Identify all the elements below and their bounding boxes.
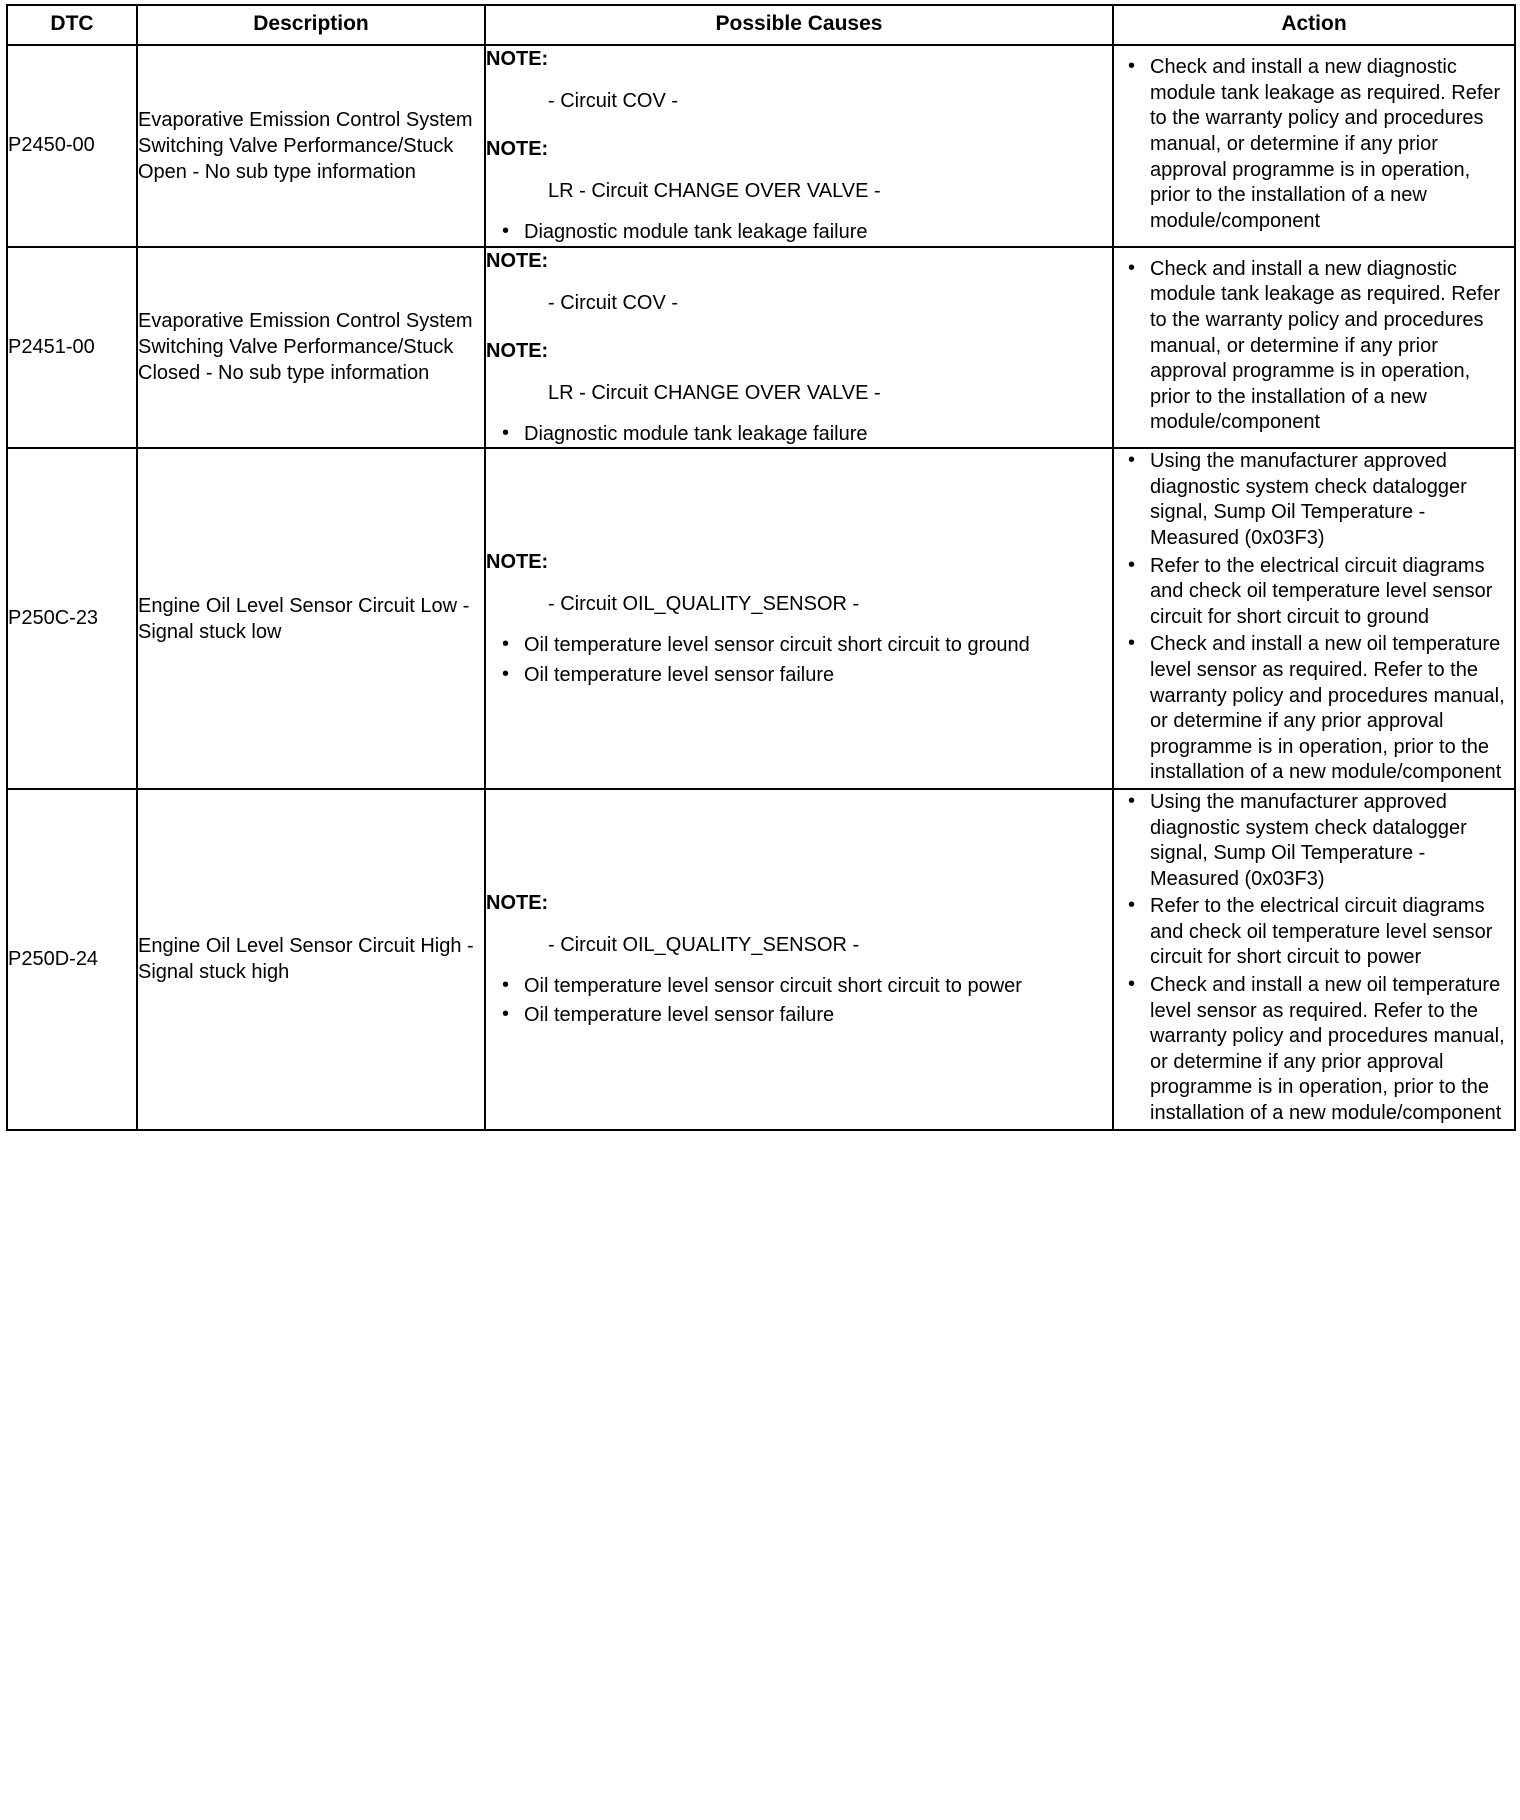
- list-item: • Diagnostic module tank leakage failure: [486, 422, 1112, 448]
- cell-possible-causes: [485, 789, 1113, 1130]
- cell-dtc: P2450-00: [7, 45, 137, 247]
- causes-list: [486, 422, 1112, 448]
- cell-dtc: P2451-00: [7, 247, 137, 449]
- table-row: [7, 448, 1515, 789]
- list-item: • Oil temperature level sensor circuit short circuit to power: [486, 974, 1112, 1000]
- list-item: • Using the manufacturer approved diagnostic system check datalogger signal, Sump Oil Temperature - Measured (0x03F3): [1114, 790, 1514, 892]
- cell-description: Evaporative Emission Control System Switching Valve Performance/Stuck Open - No sub type information: [137, 45, 485, 247]
- causes-list: [486, 633, 1112, 688]
- note-text: LR - Circuit CHANGE OVER VALVE -: [548, 381, 881, 404]
- cell-action: [1113, 247, 1515, 449]
- note-text: - Circuit COV -: [548, 291, 678, 314]
- column-header-action: Action: [1113, 5, 1515, 45]
- list-item: • Check and install a new oil temperature level sensor as required. Refer to the warranty policy and procedures manual, or determine if any prior approval programme is in operation, prior to the installation of a new module/component: [1114, 973, 1514, 1127]
- cell-action: [1113, 789, 1515, 1130]
- cell-action: [1113, 448, 1515, 789]
- note-label: NOTE:: [486, 550, 549, 573]
- list-item: • Oil temperature level sensor failure: [486, 663, 1112, 689]
- causes-block: [486, 549, 1112, 688]
- note-label: NOTE:: [486, 339, 549, 362]
- table-row: [7, 247, 1515, 449]
- column-header-description: Description: [137, 5, 485, 45]
- cell-possible-causes: [485, 247, 1113, 449]
- cell-dtc: P250D-24: [7, 789, 137, 1130]
- note-text: - Circuit COV -: [548, 90, 678, 112]
- causes-list: [486, 974, 1112, 1029]
- causes-block: [486, 46, 1112, 246]
- list-item: • Oil temperature level sensor circuit short circuit to ground: [486, 633, 1112, 659]
- cell-dtc: P250C-23: [7, 448, 137, 789]
- action-list: [1114, 257, 1514, 436]
- table-row: [7, 45, 1515, 247]
- cell-description: Engine Oil Level Sensor Circuit Low - Signal stuck low: [137, 448, 485, 789]
- table-body: [7, 45, 1515, 1130]
- action-list: [1114, 55, 1514, 234]
- list-item: • Check and install a new oil temperature level sensor as required. Refer to the warranty policy and procedures manual, or determine if any prior approval programme is in operation, prior to the installation of a new module/component: [1114, 632, 1514, 786]
- note-text: - Circuit OIL_QUALITY_SENSOR -: [548, 592, 860, 615]
- note-label: NOTE:: [486, 249, 549, 272]
- list-item: • Check and install a new diagnostic module tank leakage as required. Refer to the warranty policy and procedures manual, or determine if any prior approval programme is in operation, prior to the installation of a new module/component: [1114, 55, 1514, 234]
- table-row: [7, 789, 1515, 1130]
- list-item: • Using the manufacturer approved diagnostic system check datalogger signal, Sump Oil Temperature - Measured (0x03F3): [1114, 449, 1514, 551]
- list-item: • Refer to the electrical circuit diagrams and check oil temperature level sensor circuit for short circuit to ground: [1114, 554, 1514, 631]
- note-label: NOTE:: [486, 138, 549, 160]
- cell-possible-causes: [485, 448, 1113, 789]
- causes-block: [486, 890, 1112, 1029]
- causes-block: [486, 248, 1112, 448]
- dtc-table: [6, 4, 1516, 1131]
- cell-action: [1113, 45, 1515, 247]
- action-list: [1114, 790, 1514, 1127]
- causes-list: [486, 220, 1112, 246]
- table-header: [7, 5, 1515, 45]
- column-header-possible-causes: Possible Causes: [485, 5, 1113, 45]
- list-item: • Oil temperature level sensor failure: [486, 1003, 1112, 1029]
- list-item: • Diagnostic module tank leakage failure: [486, 220, 1112, 246]
- cell-description: Engine Oil Level Sensor Circuit High - Signal stuck high: [137, 789, 485, 1130]
- note-text: LR - Circuit CHANGE OVER VALVE -: [548, 180, 881, 202]
- note-label: NOTE:: [486, 48, 549, 70]
- note-text: - Circuit OIL_QUALITY_SENSOR -: [548, 933, 860, 956]
- action-list: [1114, 449, 1514, 786]
- list-item: • Check and install a new diagnostic module tank leakage as required. Refer to the warranty policy and procedures manual, or determine if any prior approval programme is in operation, prior to the installation of a new module/component: [1114, 257, 1514, 436]
- column-header-dtc: DTC: [7, 5, 137, 45]
- cell-possible-causes: [485, 45, 1113, 247]
- list-item: • Refer to the electrical circuit diagrams and check oil temperature level sensor circuit for short circuit to power: [1114, 894, 1514, 971]
- cell-description: Evaporative Emission Control System Switching Valve Performance/Stuck Closed - No sub type information: [137, 247, 485, 449]
- table-header-row: [7, 5, 1515, 45]
- note-label: NOTE:: [486, 891, 549, 914]
